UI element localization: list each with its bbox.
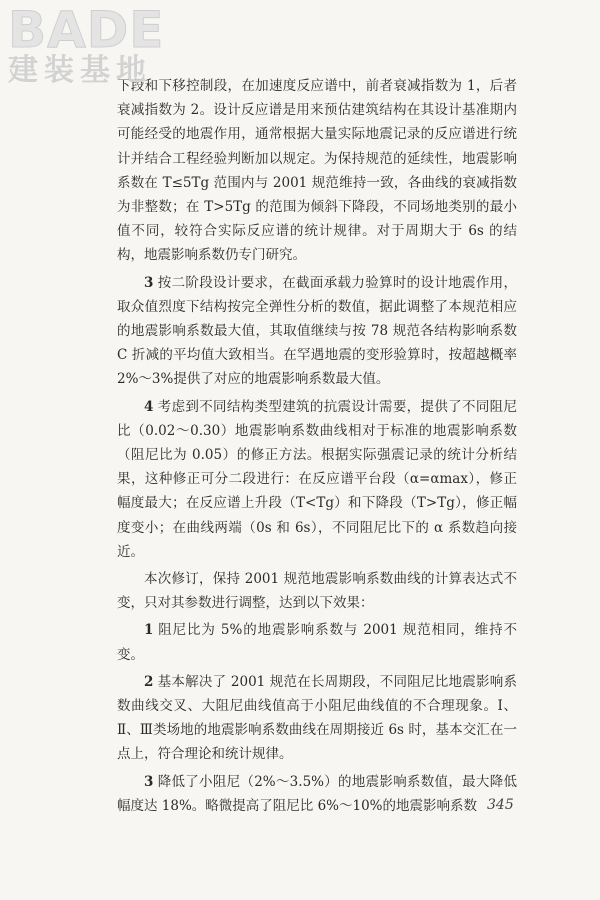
paragraph-number: 1 (144, 622, 154, 639)
paragraph-item-4 (117, 395, 517, 564)
paragraph-text: 基本解决了 2001 规范在长周期段，不同阻尼比地震影响系数曲线交叉、大阻尼曲线值高于小阻尼曲线值的不合理现象。Ⅰ、Ⅱ、Ⅲ类场地的地震影响系数曲线在周期接近 6s 时，基本交汇在一点上，符合理论和统计规律。 (117, 673, 517, 763)
paragraph-text: 考虑到不同结构类型建筑的抗震设计需要，提供了不同阻尼比（0.02～0.30）地震影响系数曲线相对于标准的地震影响系数（阻尼比为 0.05）的修正方法。根据实际强震记录的统计分析结果，这种修正可分二段进行：在反应谱平台段（α=αmax），修正幅度最大；在反应谱上升段（T<Tg）和下降段（T>Tg），修正幅度变小；在曲线两端（0s 和 6s），不同阻尼比下的 α 系数趋向接近。 (117, 398, 517, 560)
paragraph-text: 降低了小阻尼（2%～3.5%）的地震影响系数值，最大降低幅度达 18%。略微提高了阻尼比 6%～10%的地震影响系数 (117, 773, 517, 814)
paragraph-text: 本次修订，保持 2001 规范地震影响系数曲线的计算表达式不变，只对其参数进行调整，达到以下效果： (117, 571, 517, 612)
paragraph-effect-3 (117, 770, 517, 818)
paragraph-effect-1 (117, 618, 517, 666)
paragraph-effect-2 (117, 670, 517, 767)
document-body (117, 74, 517, 818)
paragraph-number: 3 (144, 773, 154, 790)
paragraph-number: 2 (144, 673, 154, 690)
paragraph-text: 阻尼比为 5%的地震影响系数与 2001 规范相同，维持不变。 (117, 622, 517, 663)
logo-subtitle: 建装基地 (8, 53, 152, 88)
paragraph-number: 4 (144, 398, 154, 415)
paragraph-text: 下段和下移控制段，在加速度反应谱中，前者衰减指数为 1，后者衰减指数为 2。设计反应谱是用来预估建筑结构在其设计基准期内可能经受的地震作用，通常根据大量实际地震记录的反应谱进行统计并结合工程经验判断加以规定。为保持规范的延续性，地震影响系数在 T≤5Tg 范围内与 2001 规范维持一致，各曲线的衰减指数为非整数；在 T>5Tg 的范围为倾斜下降段，不同场地类别的最小值不同，较符合实际反应谱的统计规律。对于周期大于 6s 的结构，地震影响系数仍专门研究。 (117, 78, 517, 264)
paragraph-continuation (117, 74, 517, 268)
logo-wordmark: BADE (8, 1, 165, 59)
paragraph-number: 3 (144, 274, 154, 291)
watermark-logo (8, 1, 165, 88)
paragraph-item-3 (117, 271, 517, 392)
page-number: 345 (487, 797, 514, 813)
paragraph-text: 按二阶段设计要求，在截面承载力验算时的设计地震作用，取众值烈度下结构按完全弹性分析的数值，据此调整了本规范相应的地震影响系数最大值，其取值继续与按 78 规范各结构影响系数 C 折减的平均值大致相当。在罕遇地震的变形验算时，按超越概率 2%～3%提供了对应的地震影响系数最大值。 (117, 274, 517, 388)
paragraph-revision (117, 567, 517, 615)
